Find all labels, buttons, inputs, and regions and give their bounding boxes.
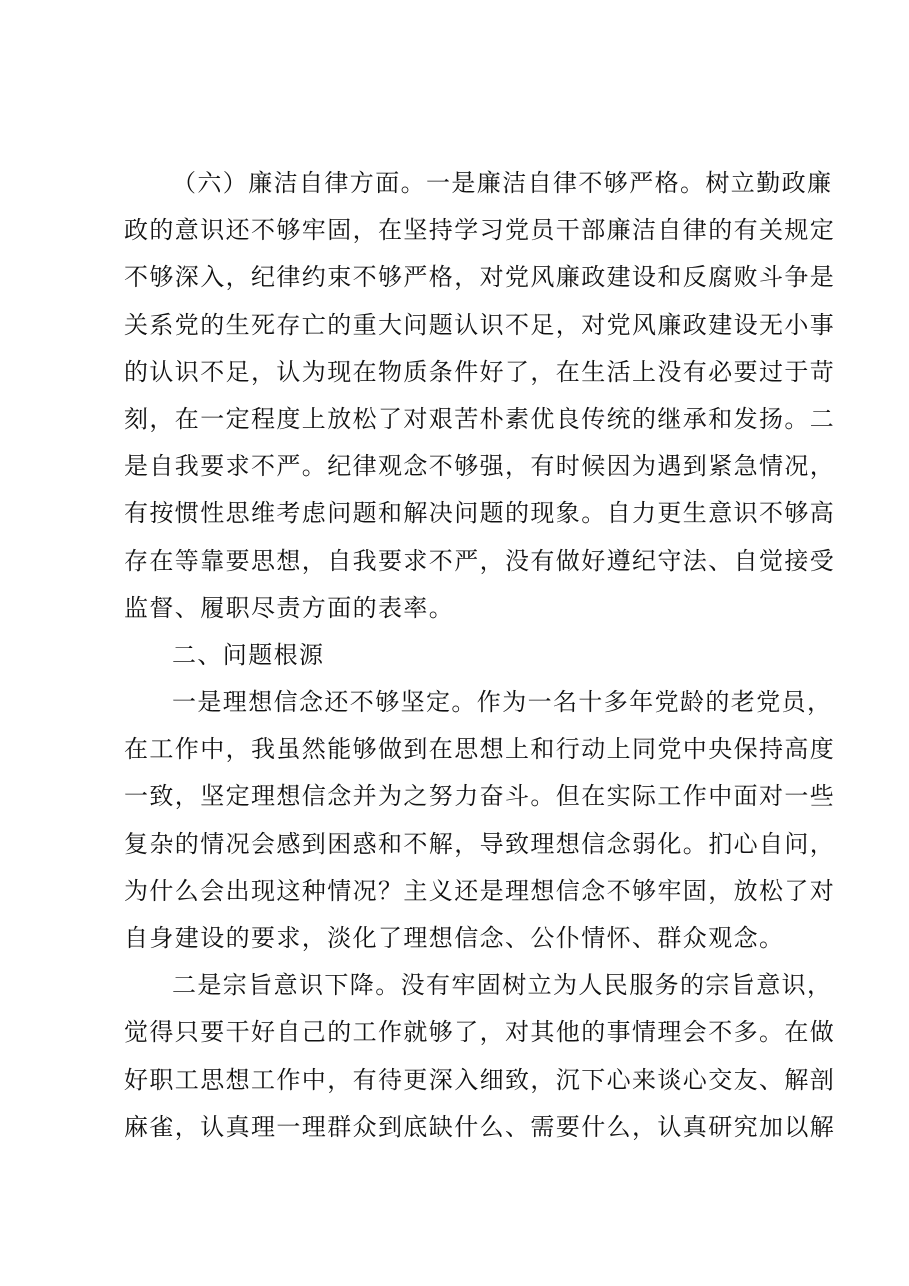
text-line: 政的意识还不够牢固，在坚持学习党员干部廉洁自律的有关规定 <box>124 216 836 245</box>
text-line: 复杂的情况会感到困惑和不解，导致理想信念弱化。扪心自问， <box>124 829 836 858</box>
section-heading: 二、问题根源 <box>172 640 325 669</box>
document-body <box>124 160 836 1151</box>
text-line: 好职工思想工作中，有待更深入细致，沉下心来谈心交友、解剖 <box>124 1065 836 1094</box>
text-line: 一致，坚定理想信念并为之努力奋斗。但在实际工作中面对一些 <box>124 782 836 811</box>
text-line: 自身建设的要求，淡化了理想信念、公仆情怀、群众观念。 <box>124 924 785 952</box>
text-line: （六）廉洁自律方面。一是廉洁自律不够严格。树立勤政廉 <box>172 169 833 197</box>
text-line: 监督、履职尽责方面的表率。 <box>124 593 455 622</box>
text-line: 有按惯性思维考虑问题和解决问题的现象。自力更生意识不够高 <box>124 499 836 528</box>
text-line: 存在等靠要思想，自我要求不严，没有做好遵纪守法、自觉接受 <box>124 546 836 575</box>
text-line: 刻，在一定程度上放松了对艰苦朴素优良传统的继承和发扬。二 <box>124 404 836 433</box>
text-line: 觉得只要干好自己的工作就够了，对其他的事情理会不多。在做 <box>124 1018 836 1047</box>
text-line: 二是宗旨意识下降。没有牢固树立为人民服务的宗旨意识， <box>172 971 833 1000</box>
text-line: 关系党的生死存亡的重大问题认识不足，对党风廉政建设无小事 <box>124 310 836 339</box>
text-line: 在工作中，我虽然能够做到在思想上和行动上同党中央保持高度 <box>124 735 836 764</box>
text-line: 的认识不足，认为现在物质条件好了，在生活上没有必要过于苛 <box>124 357 836 386</box>
text-line: 一是理想信念还不够坚定。作为一名十多年党龄的老党员， <box>172 688 833 717</box>
text-line: 是自我要求不严。纪律观念不够强，有时候因为遇到紧急情况， <box>124 452 836 481</box>
text-line: 为什么会出现这种情况？主义还是理想信念不够牢固，放松了对 <box>124 876 836 905</box>
text-line: 麻雀，认真理一理群众到底缺什么、需要什么，认真研究加以解 <box>124 1112 836 1141</box>
text-line: 不够深入，纪律约束不够严格，对党风廉政建设和反腐败斗争是 <box>124 263 836 292</box>
